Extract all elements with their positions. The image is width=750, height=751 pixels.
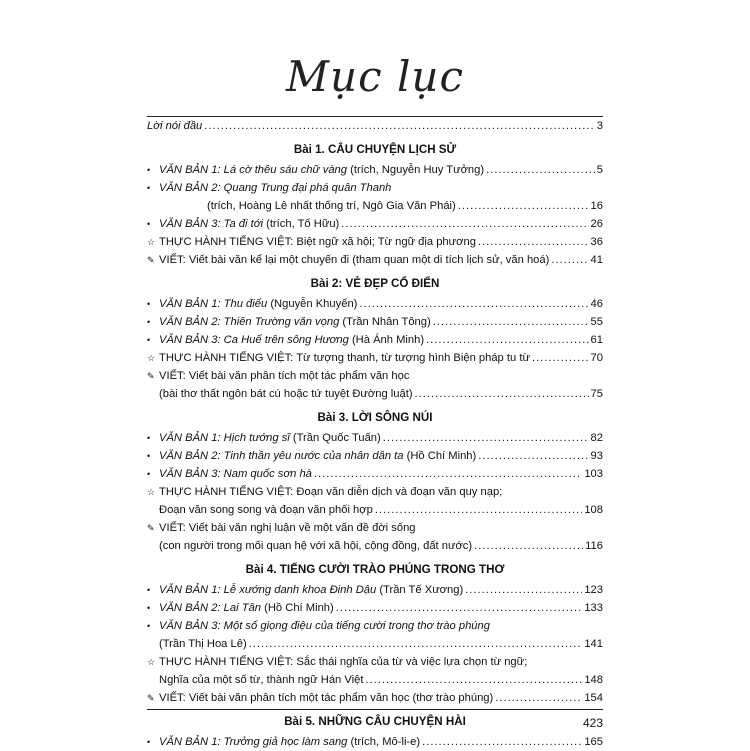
toc-entry[interactable]	[147, 653, 603, 671]
entry-marker-icon: ☆	[147, 353, 156, 363]
entry-page: 148	[584, 674, 603, 686]
entry-label	[159, 385, 413, 403]
leader-dots	[422, 733, 582, 751]
leader-dots	[383, 429, 589, 447]
entry-title: Nam quốc sơn hà	[223, 468, 312, 480]
entry-marker-icon: •	[147, 317, 151, 327]
entry-detail: (trích, Nguyễn Huy Tưởng)	[347, 164, 485, 176]
entry-detail: (con người trong mối quan hệ với xã hội, cộng đồng, đất nước)	[159, 540, 473, 552]
entry-marker-icon: •	[147, 621, 151, 631]
entry-marker-icon: •	[147, 737, 151, 747]
toc-entry[interactable]	[147, 581, 603, 599]
toc-entries	[147, 117, 603, 751]
entry-marker-icon: •	[147, 603, 151, 613]
entry-marker-icon: •	[147, 183, 151, 193]
section-heading: Bài 3. LỜI SÔNG NÚI	[317, 411, 433, 424]
entry-label	[159, 447, 476, 465]
entry-marker-icon: •	[147, 469, 151, 479]
entry-label	[159, 653, 527, 671]
entry-page: 16	[590, 200, 603, 212]
entry-label: Lời nói đầu	[147, 120, 203, 132]
entry-marker-icon: •	[147, 451, 151, 461]
toc-entry[interactable]	[147, 179, 603, 197]
entry-marker-icon: •	[147, 165, 151, 175]
entry-label	[207, 197, 456, 215]
entry-label	[159, 161, 484, 179]
section-heading: Bài 1. CÂU CHUYỆN LỊCH SỬ	[293, 143, 457, 156]
entry-detail: THỰC HÀNH TIẾNG VIỆT: Biệt ngữ xã hội; Từ ngữ địa phương	[159, 236, 476, 248]
entry-detail: (Trần Quốc Tuấn)	[289, 432, 381, 444]
entry-tag: VĂN BẢN 1:	[159, 584, 224, 596]
toc-entry[interactable]	[147, 385, 603, 403]
entry-detail: (Hà Ánh Minh)	[348, 334, 425, 346]
entry-detail: (Trần Nhân Tông)	[339, 316, 431, 328]
entry-marker-icon: ☆	[147, 237, 156, 247]
entry-tag: VĂN BẢN 2:	[159, 450, 224, 462]
entry-marker-icon: ✎	[147, 693, 155, 703]
entry-detail: THỰC HÀNH TIẾNG VIỆT: Sắc thái nghĩa của từ và việc lựa chọn từ ngữ;	[159, 656, 528, 668]
entry-tag: VĂN BẢN 2:	[159, 602, 224, 614]
entry-label	[159, 331, 424, 349]
toc-entry[interactable]	[147, 429, 603, 447]
entry-marker-icon: •	[147, 219, 151, 229]
leader-dots	[486, 161, 595, 179]
entry-page: 116	[585, 540, 603, 552]
entry-marker-icon: •	[147, 299, 151, 309]
entry-detail: VIẾT: Viết bài văn phân tích một tác phẩm văn học (thơ trào phúng)	[159, 692, 494, 704]
entry-title: Lễ xướng danh khoa Đinh Dậu	[223, 584, 377, 596]
toc-entry[interactable]	[147, 215, 603, 233]
entry-label	[159, 179, 391, 197]
entry-page: 103	[584, 468, 603, 480]
entry-tag: VĂN BẢN 3:	[159, 334, 224, 346]
toc-entry[interactable]	[147, 537, 603, 555]
leader-dots	[426, 331, 588, 349]
leader-dots	[478, 447, 588, 465]
entry-tag: VĂN BẢN 1:	[159, 298, 224, 310]
toc-entry[interactable]	[147, 465, 603, 483]
entry-detail: THỰC HÀNH TIẾNG VIỆT: Từ tượng thanh, từ tượng hình Biện pháp tu từ	[159, 352, 530, 364]
entry-label	[159, 313, 431, 331]
toc-entry-intro[interactable]	[147, 117, 603, 135]
toc-entry[interactable]	[147, 349, 603, 367]
toc-entry[interactable]	[147, 295, 603, 313]
entry-page: 46	[590, 298, 603, 310]
entry-marker-icon: ✎	[147, 255, 155, 265]
entry-label	[159, 429, 381, 447]
entry-detail: (bài thơ thất ngôn bát cú hoặc tứ tuyệt Đường luật)	[159, 388, 413, 400]
entry-detail: (Trần Thị Hoa Lê)	[159, 638, 247, 650]
toc-entry[interactable]	[147, 367, 603, 385]
entry-title: Trưởng giả học làm sang	[223, 736, 348, 748]
toc-entry[interactable]	[147, 233, 603, 251]
entry-detail: (trích, Tố Hữu)	[262, 218, 340, 230]
mid-rule	[147, 709, 603, 710]
entry-page: 93	[590, 450, 603, 462]
leader-dots	[458, 197, 589, 215]
toc-entry[interactable]	[147, 197, 603, 215]
entry-title: Lá cờ thêu sáu chữ vàng	[223, 164, 347, 176]
entry-label	[159, 689, 493, 707]
leader-dots	[375, 501, 582, 519]
entry-label	[159, 483, 502, 501]
entry-detail: (trích, Hoàng Lê nhất thống trí, Ngô Gia Văn Phái)	[207, 200, 456, 212]
toc-entry[interactable]	[147, 331, 603, 349]
entry-page: 5	[596, 164, 603, 176]
entry-page: 3	[596, 120, 603, 132]
leader-dots	[532, 349, 589, 367]
leader-dots	[465, 581, 582, 599]
entry-page: 82	[590, 432, 603, 444]
entry-page: 41	[590, 254, 603, 266]
entry-label	[159, 349, 530, 367]
entry-detail: (Nguyễn Khuyến)	[267, 298, 358, 310]
entry-tag: VĂN BẢN 3:	[159, 218, 224, 230]
entry-title: Quang Trung đại phá quân Thanh	[223, 182, 392, 194]
leader-dots	[249, 635, 583, 653]
toc-entry[interactable]	[147, 617, 603, 635]
entry-page: 165	[584, 736, 603, 748]
toc-entry[interactable]	[147, 635, 603, 653]
leader-dots	[415, 385, 589, 403]
entry-title: Ta đi tới	[223, 218, 263, 230]
entry-tag: VĂN BẢN 1:	[159, 432, 224, 444]
entry-detail: Đoạn văn song song và đoạn văn phối hợp	[159, 504, 373, 516]
entry-page: 133	[584, 602, 603, 614]
entry-detail: THỰC HÀNH TIẾNG VIỆT: Đoạn văn diễn dịch và đoạn văn quy nạp;	[159, 486, 503, 498]
entry-page: 154	[584, 692, 603, 704]
leader-dots	[478, 233, 589, 251]
entry-label	[159, 537, 472, 555]
page-number: 423	[582, 716, 603, 730]
entry-title: Ca Huế trên sông Hương	[223, 334, 349, 346]
entry-tag: VĂN BẢN 3:	[159, 620, 224, 632]
entry-title: Lai Tân	[223, 602, 261, 614]
entry-page: 141	[584, 638, 603, 650]
toc-entry[interactable]	[147, 671, 603, 689]
entry-page: 108	[584, 504, 603, 516]
entry-title: Thiên Trường văn vọng	[223, 316, 340, 328]
entry-detail: VIẾT: Viết bài văn nghị luận về một vấn đề đời sống	[159, 522, 416, 534]
entry-label	[159, 733, 420, 751]
leader-dots	[341, 215, 588, 233]
entry-detail: VIẾT: Viết bài văn phân tích một tác phẩm văn học	[159, 370, 410, 382]
entry-detail: Nghĩa của một số từ, thành ngữ Hán Việt	[159, 674, 364, 686]
entry-detail: (Trần Tế Xương)	[376, 584, 464, 596]
entry-marker-icon: ✎	[147, 523, 155, 533]
entry-page: 123	[584, 584, 603, 596]
entry-detail: (trích, Mô-li-e)	[347, 736, 421, 748]
entry-tag: VĂN BẢN 2:	[159, 316, 224, 328]
entry-label	[159, 671, 363, 689]
leader-dots	[359, 295, 588, 313]
entry-label	[159, 501, 373, 519]
entry-label	[159, 465, 312, 483]
leader-dots	[433, 313, 589, 331]
toc-entry[interactable]	[147, 599, 603, 617]
entry-tag: VĂN BẢN 1:	[159, 736, 224, 748]
toc-title: Mục lục	[286, 52, 464, 101]
entry-marker-icon: •	[147, 585, 151, 595]
leader-dots	[336, 599, 583, 617]
entry-label	[159, 295, 357, 313]
leader-dots	[495, 689, 582, 707]
entry-marker-icon: ☆	[147, 487, 156, 497]
entry-page: 26	[590, 218, 603, 230]
entry-label	[159, 581, 463, 599]
entry-marker-icon: •	[147, 433, 151, 443]
leader-dots	[365, 671, 582, 689]
toc-entry[interactable]	[147, 501, 603, 519]
toc-entry[interactable]	[147, 733, 603, 751]
entry-page: 36	[590, 236, 603, 248]
leader-dots	[474, 537, 583, 555]
entry-page: 61	[590, 334, 603, 346]
entry-marker-icon: ☆	[147, 657, 156, 667]
entry-detail: (Hồ Chí Minh)	[403, 450, 477, 462]
entry-tag: VĂN BẢN 2:	[159, 182, 224, 194]
leader-dots	[204, 117, 594, 135]
leader-dots	[314, 465, 582, 483]
entry-marker-icon: ✎	[147, 371, 155, 381]
entry-tag: VĂN BẢN 1:	[159, 164, 224, 176]
entry-label	[159, 519, 416, 537]
entry-label	[159, 215, 339, 233]
toc-entry[interactable]	[147, 519, 603, 537]
entry-title: Hịch tướng sĩ	[223, 432, 290, 444]
entry-page: 55	[590, 316, 603, 328]
entry-page: 70	[590, 352, 603, 364]
entry-tag: VĂN BẢN 3:	[159, 468, 224, 480]
leader-dots	[551, 251, 588, 269]
toc-entry[interactable]	[147, 251, 603, 269]
section-heading: Bài 5. NHỮNG CÂU CHUYỆN HÀI	[284, 715, 466, 728]
entry-detail: VIẾT: Viết bài văn kể lại một chuyến đi (tham quan một di tích lịch sử, văn hoá)	[159, 254, 550, 266]
section-heading: Bài 4. TIẾNG CƯỜI TRÀO PHÚNG TRONG THƠ	[245, 563, 505, 576]
entry-marker-icon: •	[147, 335, 151, 345]
entry-label	[159, 367, 409, 385]
entry-page: 75	[590, 388, 603, 400]
toc-entry[interactable]	[147, 689, 603, 707]
entry-title: Tinh thần yêu nước của nhân dân ta	[223, 450, 404, 462]
entry-label	[159, 617, 490, 635]
entry-label	[159, 251, 549, 269]
entry-detail: (Hồ Chí Minh)	[261, 602, 334, 614]
entry-label	[159, 233, 476, 251]
toc-entry[interactable]	[147, 447, 603, 465]
toc-entry[interactable]	[147, 483, 603, 501]
toc-entry[interactable]	[147, 313, 603, 331]
entry-label	[159, 635, 247, 653]
toc-entry[interactable]	[147, 161, 603, 179]
section-heading: Bài 2: VẺ ĐẸP CỔ ĐIỂN	[310, 277, 440, 290]
entry-label	[159, 599, 334, 617]
entry-title: Một số giọng điệu của tiếng cười trong thơ trào phúng	[223, 620, 490, 632]
entry-title: Thu điếu	[223, 298, 268, 310]
